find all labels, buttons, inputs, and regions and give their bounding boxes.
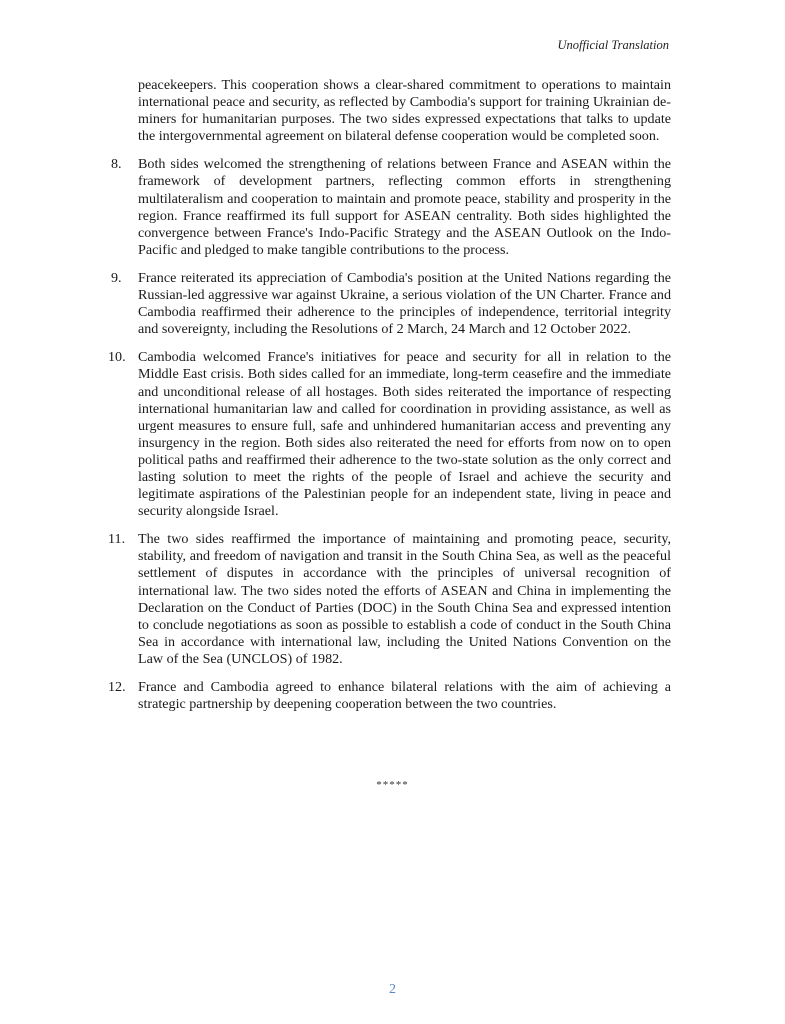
item-number: 8. [111,156,122,173]
list-item [108,679,671,713]
document-body [108,77,671,724]
list-item [108,270,671,338]
item-number: 9. [111,269,122,286]
section-separator: ***** [376,779,409,791]
page-number: 2 [389,982,396,997]
item-text: France and Cambodia agreed to enhance bilateral relations with the aim of achieving a strategic partnership by deepening cooperation between the two countries. [138,679,671,713]
list-item [108,349,671,520]
item-number: 11. [108,531,126,548]
intro-paragraph: peacekeepers. This cooperation shows a clear-shared commitment to operations to maintain international peace and security, as reflected by Cambodia's support for training Ukrainian de-miners for humanitarian purposes. The two sides expressed expectations that talks to update the intergovernmental agreement on bilateral defense cooperation would be completed soon. [138,77,671,145]
item-text: Cambodia welcomed France's initiatives for peace and security for all in relation to the Middle East crisis. Both sides called for an immediate, long-term ceasefire and the immediate and unconditional release of all hostages. Both sides reiterated the importance of respecting international humanitarian law and called for coordination in providing assistance, as well as urgent measures to ensure full, safe and unhindered humanitarian access and preventing any insurgency in the region. Both sides also reiterated the need for efforts from now on to open political paths and reaffirmed their adherence to the two-state solution as the only correct and lasting solution to meet the rights of the people of Israel and achieve the security and legitimate aspirations of the Palestinian people for an independent state, living in peace and security alongside Israel. [138,349,671,520]
header-label: Unofficial Translation [557,38,669,52]
item-text: France reiterated its appreciation of Cambodia's position at the United Nations regarding the Russian-led aggressive war against Ukraine, a serious violation of the UN Charter. France and Cambodia reaffirmed their adherence to the principles of independence, territorial integrity and sovereignty, including the Resolutions of 2 March, 24 March and 12 October 2022. [138,269,671,338]
item-number: 12. [108,679,126,695]
item-number: 10. [108,349,126,366]
item-text: Both sides welcomed the strengthening of relations between France and ASEAN within the framework of development partners, reflecting common efforts in strengthening multilateralism and cooperation to maintain and promote peace, stability and prosperity in the region. France reaffirmed its full support for ASEAN centrality. Both sides highlighted the convergence between France's Indo-Pacific Strategy and the ASEAN Outlook on the Indo-Pacific and pledged to make tangible contributions to the process. [138,156,671,258]
item-text: The two sides reaffirmed the importance of maintaining and promoting peace, security, stability, and freedom of navigation and transit in the South China Sea, as well as the peaceful settlement of disputes in accordance with the principles of universal recognition of international law. The two sides noted the efforts of ASEAN and China in implementing the Declaration on the Conduct of Parties (DOC) in the South China Sea and expressed intention to conclude negotiations as soon as possible to establish a code of conduct in the South China Sea in accordance with international law, including the United Nations Convention on the Law of the Sea (UNCLOS) of 1982. [138,531,671,667]
list-item [108,531,671,668]
list-item [108,156,671,259]
